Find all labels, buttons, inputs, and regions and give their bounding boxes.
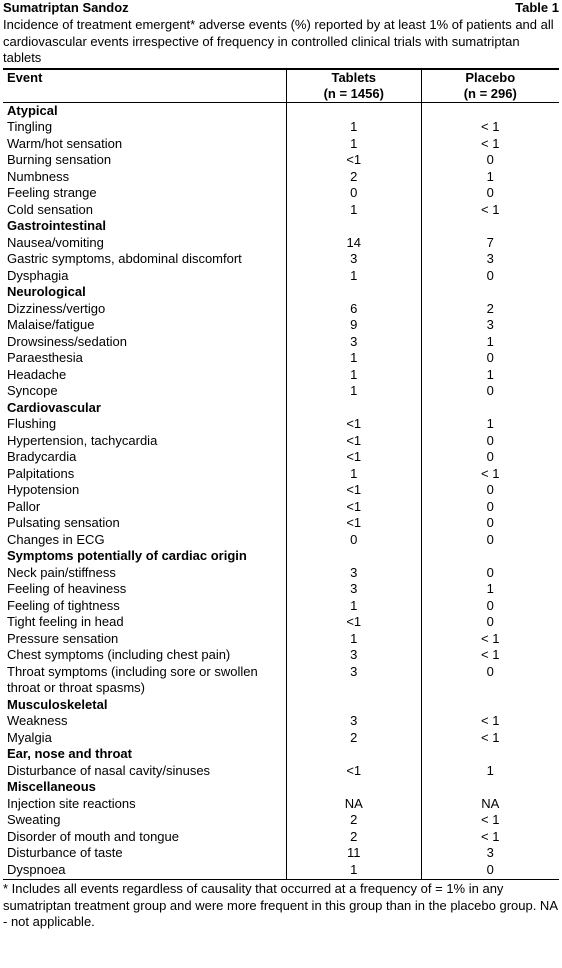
tablets-value: <1 [287,433,421,450]
category-row [3,218,559,235]
event-cell: Burning sensation [3,152,287,169]
tablets-value: 1 [287,631,421,648]
event-cell: Nausea/vomiting [3,235,287,252]
adverse-events-table [3,68,559,880]
placebo-value: 7 [486,234,494,250]
placebo-value: 0 [486,531,494,547]
empty-cell [421,746,559,763]
table-row [3,812,559,829]
placebo-value: NA [481,795,500,811]
category-label: Symptoms potentially of cardiac origin [3,548,287,565]
tablets-value: 1 [287,119,421,136]
event-cell: Feeling strange [3,185,287,202]
placebo-value: 0 [486,185,494,200]
table-row [3,449,559,466]
tablets-value: 3 [287,647,421,664]
table-row [3,235,559,252]
category-row [3,102,559,119]
event-cell: Tingling [3,119,287,136]
tablets-value: 2 [287,730,421,747]
table-row [3,433,559,450]
placebo-header-label: Placebo [465,69,516,85]
tablets-value: NA [287,796,421,813]
category-label: Miscellaneous [3,779,287,796]
table-row [3,202,559,219]
category-label: Neurological [3,284,287,301]
event-cell: Hypotension [3,482,287,499]
tablets-value: 2 [287,829,421,846]
placebo-value: 0 [486,663,494,679]
table-number: Table 1 [515,0,559,15]
tablets-value: 1 [287,598,421,615]
event-cell: Changes in ECG [3,532,287,549]
event-cell: Hypertension, tachycardia [3,433,287,450]
tablets-value: 14 [287,235,421,252]
event-cell: Sweating [3,812,287,829]
placebo-value: 2 [486,300,494,316]
table-row [3,152,559,169]
empty-cell [421,284,559,301]
category-row [3,548,559,565]
placebo-value: < 1 [481,201,500,217]
event-cell: Weakness [3,713,287,730]
placebo-value: 1 [486,168,494,184]
category-row [3,746,559,763]
tablets-value: <1 [287,763,421,780]
table-row [3,581,559,598]
event-cell: Disturbance of taste [3,845,287,862]
event-cell: Palpitations [3,466,287,483]
event-cell: Chest symptoms (including chest pain) [3,647,287,664]
placebo-value: < 1 [481,119,500,134]
tablets-value: <1 [287,614,421,631]
tablets-value: 1 [287,350,421,367]
tablets-header-n: (n = 1456) [323,85,384,101]
table-row [3,466,559,483]
placebo-value: 1 [486,762,494,778]
tablets-value: 1 [287,202,421,219]
tablets-header-label: Tablets [331,69,377,85]
product-name: Sumatriptan Sandoz [3,0,129,15]
placebo-value: 0 [486,449,494,464]
document [3,0,559,931]
empty-cell [287,746,421,763]
empty-cell [421,400,559,417]
category-label: Gastrointestinal [3,218,287,235]
event-cell: Pulsating sensation [3,515,287,532]
tablets-column-header [287,69,421,103]
event-cell: Throat symptoms (including sore or swollen throat or throat spasms) [3,664,287,697]
tablets-value: 3 [287,334,421,351]
table-row [3,713,559,730]
table-row [3,730,559,747]
table-row [3,614,559,631]
table-row [3,367,559,384]
placebo-value: < 1 [481,729,500,745]
tablets-value: 3 [287,713,421,730]
event-cell: Paraesthesia [3,350,287,367]
category-row [3,779,559,796]
tablets-value: 3 [287,664,421,697]
event-cell: Feeling of tightness [3,598,287,615]
table-row [3,383,559,400]
table-row [3,631,559,648]
tablets-value: 6 [287,301,421,318]
empty-cell [421,697,559,714]
tablets-value: 1 [287,466,421,483]
tablets-value: 3 [287,581,421,598]
placebo-value: 0 [486,383,494,398]
event-cell: Disorder of mouth and tongue [3,829,287,846]
event-cell: Numbness [3,169,287,186]
placebo-value: 3 [486,251,494,266]
table-row [3,647,559,664]
placebo-value: 0 [486,515,494,530]
event-cell: Flushing [3,416,287,433]
empty-cell [421,218,559,235]
event-cell: Headache [3,367,287,384]
empty-cell [421,548,559,565]
empty-cell [287,284,421,301]
table-caption: Incidence of treatment emergent* adverse events (%) reported by at least 1% of patients and all cardiovascular events irrespective of frequency in controlled clinical trials with sumatriptan tablets [3,17,554,65]
event-cell: Dysphagia [3,268,287,285]
event-cell: Disturbance of nasal cavity/sinuses [3,763,287,780]
placebo-value: < 1 [481,465,500,481]
table-row [3,664,559,697]
placebo-value: 0 [486,482,494,497]
table-row [3,482,559,499]
table-row [3,119,559,136]
table-row [3,796,559,813]
table-body [3,102,559,879]
footnote: * Includes all events regardless of causality that occurred at a frequency of = 1% in any sumatriptan treatment group and were more frequent in this group than in the placebo group. NA - not applicable. [3,881,558,929]
empty-cell [287,697,421,714]
table-row [3,136,559,153]
placebo-value: 0 [486,614,494,629]
placebo-value: < 1 [481,135,500,151]
category-row [3,697,559,714]
event-cell: Pressure sensation [3,631,287,648]
placebo-column-header [421,69,559,103]
placebo-value: 1 [486,333,494,349]
placebo-value: 0 [486,861,494,877]
placebo-value: < 1 [481,647,500,662]
placebo-value: < 1 [481,828,500,844]
event-column-header: Event [3,69,287,103]
empty-cell [287,548,421,565]
tablets-value: 1 [287,367,421,384]
tablets-value: <1 [287,482,421,499]
tablets-value: 3 [287,565,421,582]
event-cell: Syncope [3,383,287,400]
placebo-header-n: (n = 296) [463,85,517,101]
category-label: Musculoskeletal [3,697,287,714]
placebo-value: 0 [486,350,494,365]
header-row [3,69,559,103]
placebo-value: 0 [486,432,494,448]
event-cell: Feeling of heaviness [3,581,287,598]
empty-cell [287,400,421,417]
tablets-value: 11 [287,845,421,862]
empty-cell [421,779,559,796]
category-label: Ear, nose and throat [3,746,287,763]
table-row [3,565,559,582]
event-cell: Injection site reactions [3,796,287,813]
placebo-value: 1 [486,581,494,596]
tablets-value: 0 [287,532,421,549]
empty-cell [421,102,559,119]
event-cell: Tight feeling in head [3,614,287,631]
event-cell: Dizziness/vertigo [3,301,287,318]
table-row [3,268,559,285]
table-row [3,317,559,334]
table-title-row [3,0,559,17]
event-cell: Malaise/fatigue [3,317,287,334]
placebo-value: 0 [486,597,494,613]
table-row [3,499,559,516]
empty-cell [287,779,421,796]
category-label: Atypical [3,102,287,119]
event-cell: Neck pain/stiffness [3,565,287,582]
tablets-value: 2 [287,169,421,186]
empty-cell [287,102,421,119]
table-row [3,532,559,549]
placebo-value: 0 [486,267,494,283]
tablets-value: <1 [287,416,421,433]
table-row [3,763,559,780]
placebo-value: 1 [486,366,494,382]
event-cell: Pallor [3,499,287,516]
table-row [3,845,559,862]
tablets-value: 1 [287,268,421,285]
table-row [3,862,559,880]
placebo-value: < 1 [481,713,500,728]
table-row [3,185,559,202]
placebo-value: < 1 [481,812,500,827]
tablets-value: 0 [287,185,421,202]
tablets-value: 1 [287,136,421,153]
category-label: Cardiovascular [3,400,287,417]
table-row [3,515,559,532]
tablets-value: <1 [287,152,421,169]
category-row [3,284,559,301]
event-cell: Dyspnoea [3,862,287,880]
placebo-value: 1 [486,416,494,431]
table-row [3,350,559,367]
placebo-value: 0 [486,564,494,580]
placebo-value: < 1 [481,630,500,646]
tablets-value: 1 [287,862,421,880]
table-row [3,829,559,846]
event-cell: Cold sensation [3,202,287,219]
table-row [3,334,559,351]
placebo-value: 0 [486,498,494,514]
table-row [3,169,559,186]
tablets-value: 1 [287,383,421,400]
placebo-value: 3 [486,845,494,860]
event-cell: Drowsiness/sedation [3,334,287,351]
tablets-value: 9 [287,317,421,334]
empty-cell [287,218,421,235]
table-row [3,416,559,433]
category-row [3,400,559,417]
tablets-value: <1 [287,449,421,466]
placebo-value: 0 [486,152,494,167]
event-cell: Myalgia [3,730,287,747]
tablets-value: <1 [287,499,421,516]
event-cell: Bradycardia [3,449,287,466]
tablets-value: 3 [287,251,421,268]
event-cell: Warm/hot sensation [3,136,287,153]
table-row [3,251,559,268]
table-row [3,598,559,615]
event-cell: Gastric symptoms, abdominal discomfort [3,251,287,268]
tablets-value: 2 [287,812,421,829]
table-row [3,301,559,318]
tablets-value: <1 [287,515,421,532]
placebo-value: 3 [486,317,494,332]
